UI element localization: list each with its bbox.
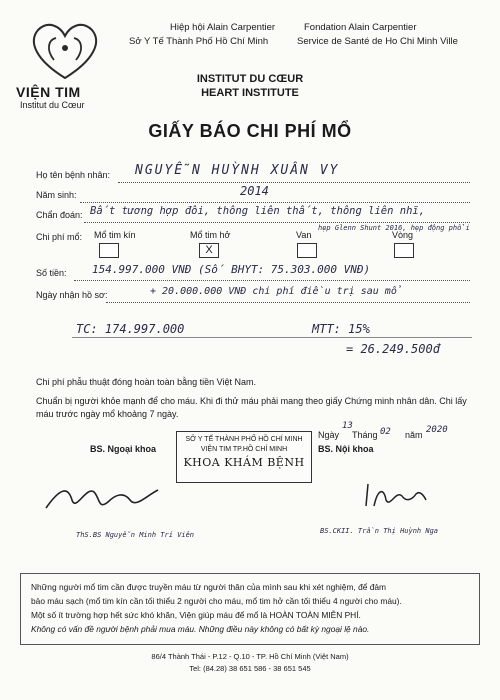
amount-label: Số tiền: [36,268,67,278]
surgeon-signature [42,478,162,518]
page-title: GIẤY BÁO CHI PHÍ MỔ [148,121,352,141]
stamp-line1: SỞ Y TẾ THÀNH PHỐ HỒ CHÍ MINH [185,436,303,443]
footer-phone: Tel: (84.28) 38 651 586 - 38 651 545 [189,664,311,673]
surgery-label: Chi phí mổ: [36,232,83,242]
physician-signature [360,478,430,512]
notice-line4: Không có vấn đề người bệnh phải mua máu. Những điều này không có bất kỳ ngoại lệ nào. [31,624,370,634]
checkbox-valve[interactable] [297,243,317,258]
logo-name: VIỆN TIM [16,84,81,100]
month-label: Tháng [352,430,378,440]
payable-value: = 26.249.500đ [346,342,440,356]
option-open-heart: Mổ tim hở [190,230,231,240]
patient-value: NGUYỄN HUỲNH XUÂN VY [135,163,340,178]
hospital-stamp [176,431,312,483]
total-value: TC: 174.997.000 [76,322,185,336]
stamp-line2: VIỆN TIM TP.HỒ CHÍ MINH [200,446,288,453]
note-blood-b: máu trước ngày mổ khoảng 7 ngày. [36,409,179,419]
right-dept: Service de Santé de Ho Chi Minh Ville [297,36,458,47]
footer-address: 86/4 Thành Thái - P.12 - Q.10 - TP. Hồ Chí Minh (Việt Nam) [151,652,349,661]
dob-line [80,202,470,203]
check-mark: X [205,244,213,256]
right-org: Fondation Alain Carpentier [304,22,417,33]
blood-donation-notice [20,573,480,645]
surgeon-title: BS. Ngoại khoa [90,444,157,454]
institute-en: HEART INSTITUTE [201,87,299,99]
surgeon-name: ThS.BS Nguyễn Minh Trí Viên [76,531,195,539]
physician-title: BS. Nội khoa [318,444,374,454]
diagnosis-value: Bất tương hợp đôi, thông liên thất, thông liên nhĩ, [90,205,426,217]
checkbox-open-heart[interactable] [199,243,219,258]
bhyt-value: MTT: 15% [312,322,370,336]
notice-line3: Một số ít trường hợp hết sức khó khăn, Viện giúp máu để mổ là HOÀN TOÀN MIỄN PHÍ. [31,610,361,620]
received-date-value: + 20.000.000 VNĐ chi phí điều trị sau mổ [150,286,403,297]
physician-name: BS.CKII. Trần Thị Huỳnh Nga [320,527,439,535]
left-dept: Sở Y Tế Thành Phố Hồ Chí Minh [129,36,269,47]
stamp-line3: KHOA KHÁM BỆNH [183,456,305,469]
notice-line2: bảo máu sạch (mổ tim kín cần tối thiểu 2 người cho máu, mổ tim hở cần tối thiểu 4 người cho máu). [31,596,402,606]
month-value: 02 [380,427,391,437]
patient-line [118,182,470,183]
patient-label: Họ tên bệnh nhân: [36,170,111,180]
logo-subtitle: Institut du Cœur [20,100,85,110]
dob-value: 2014 [240,184,269,198]
total-line [72,337,472,338]
option-ring: Vòng [392,230,414,240]
received-date-label: Ngày nhận hồ sơ: [36,290,108,300]
checkbox-closed-heart[interactable] [99,243,119,258]
amount-line [74,280,470,281]
dob-label: Năm sinh: [36,190,77,200]
checkbox-ring[interactable] [394,243,414,258]
note-currency: Chi phí phẫu thuật đóng hoàn toàn bằng tiền Việt Nam. [36,377,256,387]
year-value: 2020 [426,425,448,435]
diagnosis-extra: hẹp Glenn Shunt 2016, hẹp động phổi [318,224,470,232]
note-blood-a: Chuẩn bị người khỏe mạnh để cho máu. Khi đi thử máu phải mang theo giấy Chứng minh nhân dân. Chi lấy [36,396,467,406]
left-org: Hiệp hội Alain Carpentier [170,22,276,33]
day-value: 13 [342,421,353,431]
year-label: năm [405,430,423,440]
day-label: Ngày [318,430,340,440]
option-closed-heart: Mổ tim kín [94,230,136,240]
notice-line1: Những người mổ tim cần được truyền máu từ người thân của mình sau khi xét nghiệm, để đảm [31,582,387,592]
institute-fr: INSTITUT DU CŒUR [196,73,304,85]
option-valve: Van [296,230,312,240]
diagnosis-line [84,222,470,223]
amount-value: 154.997.000 VNĐ (Số BHYT: 75.303.000 VNĐ) [92,263,371,276]
diagnosis-label: Chẩn đoán: [36,210,83,220]
received-date-line [106,302,470,303]
